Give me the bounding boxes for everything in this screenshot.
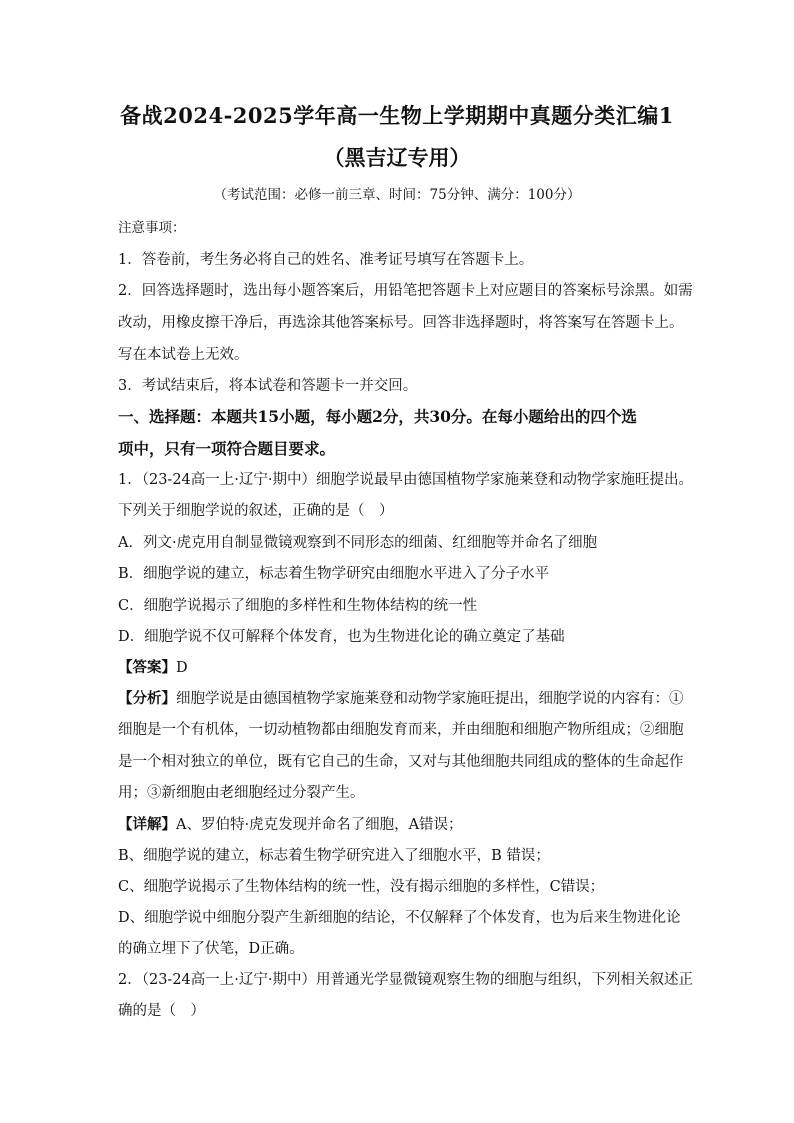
- answer-label: 【答案】: [118, 659, 176, 676]
- section-heading: 一、选择题：本题共15小题，每小题2分，共30分。在每小题给出的四个选: [118, 407, 637, 426]
- question-1-option-a: A．列文·虎克用自制显微镜观察到不同形态的细菌、红细胞等并命名了细胞: [118, 535, 598, 551]
- notice-line: 写在本试卷上无效。: [118, 347, 249, 363]
- analysis-row: [118, 687, 688, 708]
- detail-row: [118, 813, 688, 834]
- section-heading-cont: 项中，只有一项符合题目要求。: [118, 439, 336, 458]
- question-1-stem-cont: 下列关于细胞学说的叙述，正确的是（ ）: [118, 503, 394, 519]
- exam-scope: （考试范围：必修一前三章、时间：75分钟、满分：100分）: [213, 187, 581, 203]
- notice-line: 1．答卷前，考生务必将自己的姓名、准考证号填写在答题卡上。: [118, 252, 534, 268]
- notice-line: 2．回答选择题时，选出每小题答案后，用铅笔把答题卡上对应题目的答案标号涂黑。如需: [118, 283, 693, 299]
- notice-heading: 注意事项：: [118, 220, 186, 236]
- question-1-option-b: B．细胞学说的建立，标志着生物学研究由细胞水平进入了分子水平: [118, 566, 550, 582]
- detail-label: 【详解】: [118, 816, 176, 833]
- notice-line: 改动，用橡皮擦干净后，再选涂其他答案标号。回答非选择题时，将答案写在答题卡上。: [118, 315, 684, 331]
- answer-row: [118, 656, 688, 677]
- analysis-text: 细胞学说是由德国植物学家施莱登和动物学家施旺提出，细胞学说的内容有：①: [176, 691, 684, 707]
- answer-value: D: [176, 660, 188, 676]
- analysis-line: 是一个相对独立的单位，既有它自己的生命，又对与其他细胞共同组成的整体的生命起作: [118, 754, 684, 770]
- question-1-option-d: D．细胞学说不仅可解释个体发育，也为生物进化论的确立奠定了基础: [118, 629, 565, 645]
- page-title: 备战2024-2025学年高一生物上学期期中真题分类汇编1: [120, 103, 674, 128]
- detail-line: D、细胞学说中细胞分裂产生新细胞的结论，不仅解释了个体发育，也为后来生物进化论: [118, 910, 681, 926]
- question-1-stem: 1．（23-24高一上·辽宁·期中）细胞学说最早由德国植物学家施莱登和动物学家施旺提出。: [118, 472, 693, 488]
- question-1-option-c: C．细胞学说揭示了细胞的多样性和生物体结构的统一性: [118, 598, 478, 614]
- analysis-line: 用；③新细胞由老细胞经过分裂产生。: [118, 785, 365, 801]
- analysis-line: 细胞是一个有机体，一切动植物都由细胞发育而来，并由细胞和细胞产物所组成；②细胞: [118, 722, 684, 738]
- notice-line: 3．考试结束后，将本试卷和答题卡一并交回。: [118, 378, 418, 394]
- analysis-label: 【分析】: [118, 690, 176, 707]
- page-subtitle: （黑吉辽专用）: [323, 145, 471, 170]
- detail-line: C、细胞学说揭示了生物体结构的统一性，没有揭示细胞的多样性，C错误；: [118, 879, 605, 895]
- question-2-stem-cont: 确的是（ ）: [118, 1003, 205, 1019]
- detail-line: B、细胞学说的建立，标志着生物学研究进入了细胞水平，B 错误；: [118, 848, 550, 864]
- detail-text: A、罗伯特·虎克发现并命名了细胞，A错误；: [176, 817, 463, 833]
- detail-line: 的确立埋下了伏笔，D正确。: [118, 941, 304, 957]
- question-2-stem: 2．（23-24高一上·辽宁·期中）用普通光学显微镜观察生物的细胞与组织，下列相关叙述正: [118, 972, 693, 988]
